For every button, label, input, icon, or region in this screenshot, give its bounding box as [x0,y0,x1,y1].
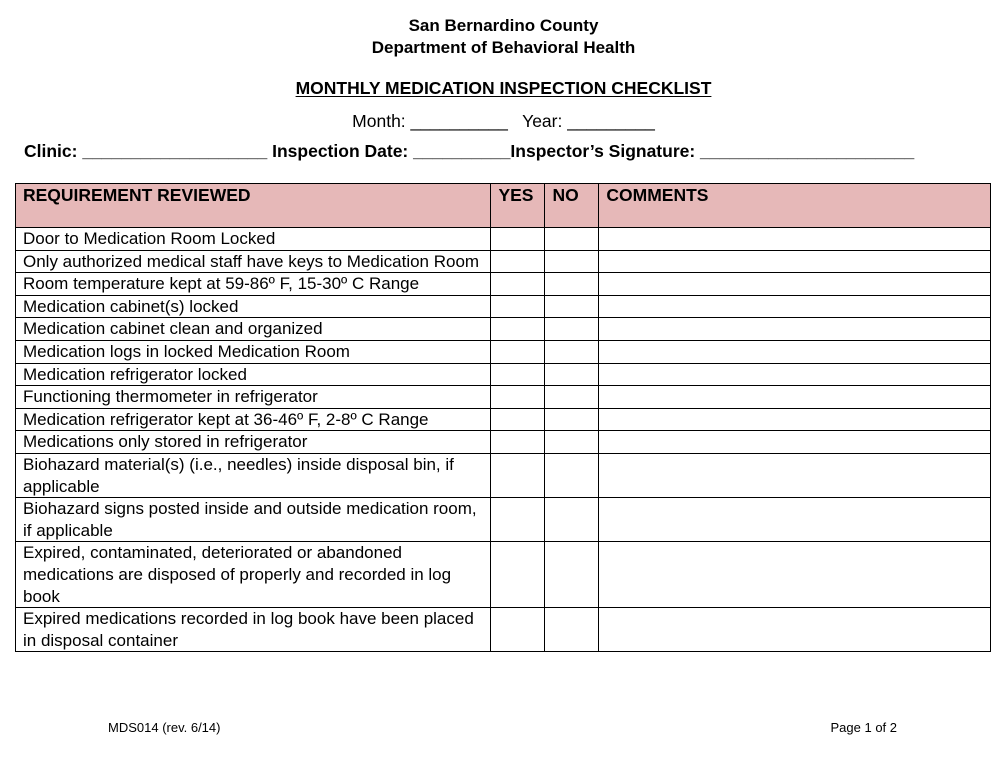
table-row [16,386,991,409]
yes-cell[interactable] [491,453,545,497]
comments-cell[interactable] [599,453,991,497]
requirement-cell: Medication cabinet(s) locked [16,295,491,318]
comments-cell[interactable] [599,228,991,251]
table-row [16,431,991,454]
form-id: MDS014 (rev. 6/14) [108,720,221,735]
no-cell[interactable] [545,608,599,652]
no-header: NO [545,184,599,228]
no-cell[interactable] [545,431,599,454]
no-cell[interactable] [545,408,599,431]
requirement-cell: Medication logs in locked Medication Room [16,340,491,363]
requirement-cell: Biohazard material(s) (i.e., needles) inside disposal bin, if applicable [16,453,491,497]
requirement-cell: Biohazard signs posted inside and outside medication room, if applicable [16,498,491,542]
table-row [16,453,991,497]
table-row [16,318,991,341]
table-row [16,363,991,386]
no-cell[interactable] [545,228,599,251]
table-row [16,498,991,542]
table-row [16,340,991,363]
requirement-cell: Medication cabinet clean and organized [16,318,491,341]
requirement-cell: Expired medications recorded in log book have been placed in disposal container [16,608,491,652]
comments-cell[interactable] [599,498,991,542]
yes-cell[interactable] [491,363,545,386]
no-cell[interactable] [545,498,599,542]
table-row [16,408,991,431]
comments-cell[interactable] [599,363,991,386]
no-cell[interactable] [545,295,599,318]
yes-cell[interactable] [491,608,545,652]
table-row [16,542,991,608]
comments-cell[interactable] [599,340,991,363]
yes-cell[interactable] [491,408,545,431]
table-row [16,295,991,318]
comments-cell[interactable] [599,295,991,318]
no-cell[interactable] [545,363,599,386]
yes-cell[interactable] [491,273,545,296]
no-cell[interactable] [545,340,599,363]
clinic-date-signature-line: Clinic: ___________________ Inspection Date: __________Inspector’s Signature: ______________________ [24,141,915,161]
yes-cell[interactable] [491,340,545,363]
no-cell[interactable] [545,273,599,296]
yes-cell[interactable] [491,250,545,273]
comments-cell[interactable] [599,542,991,608]
comments-cell[interactable] [599,408,991,431]
month-year-line: Month: __________ Year: _________ [352,111,655,131]
no-cell[interactable] [545,542,599,608]
county-name: San Bernardino County [408,16,599,35]
requirement-cell: Expired, contaminated, deteriorated or abandoned medications are disposed of properly and recorded in log book [16,542,491,608]
page-number: Page 1 of 2 [830,720,897,735]
yes-cell[interactable] [491,295,545,318]
no-cell[interactable] [545,318,599,341]
no-cell[interactable] [545,453,599,497]
comments-cell[interactable] [599,386,991,409]
yes-cell[interactable] [491,431,545,454]
requirement-cell: Medication refrigerator locked [16,363,491,386]
requirement-header: REQUIREMENT REVIEWED [16,184,491,228]
requirement-cell: Medications only stored in refrigerator [16,431,491,454]
comments-cell[interactable] [599,431,991,454]
requirement-cell: Functioning thermometer in refrigerator [16,386,491,409]
yes-cell[interactable] [491,542,545,608]
document-title: MONTHLY MEDICATION INSPECTION CHECKLIST [295,78,712,98]
yes-cell[interactable] [491,228,545,251]
requirement-cell: Medication refrigerator kept at 36-46º F, 2-8º C Range [16,408,491,431]
no-cell[interactable] [545,250,599,273]
yes-cell[interactable] [491,318,545,341]
requirement-cell: Only authorized medical staff have keys to Medication Room [16,250,491,273]
table-row [16,228,991,251]
requirement-cell: Door to Medication Room Locked [16,228,491,251]
yes-cell[interactable] [491,498,545,542]
table-header-row [16,184,991,228]
table-row [16,273,991,296]
table-row [16,250,991,273]
yes-cell[interactable] [491,386,545,409]
comments-cell[interactable] [599,318,991,341]
table-row [16,608,991,652]
comments-cell[interactable] [599,250,991,273]
yes-header: YES [491,184,545,228]
no-cell[interactable] [545,386,599,409]
requirement-cell: Room temperature kept at 59-86º F, 15-30º C Range [16,273,491,296]
inspection-checklist-table [15,183,991,652]
department-name: Department of Behavioral Health [371,38,636,57]
comments-header: COMMENTS [599,184,991,228]
comments-cell[interactable] [599,273,991,296]
comments-cell[interactable] [599,608,991,652]
